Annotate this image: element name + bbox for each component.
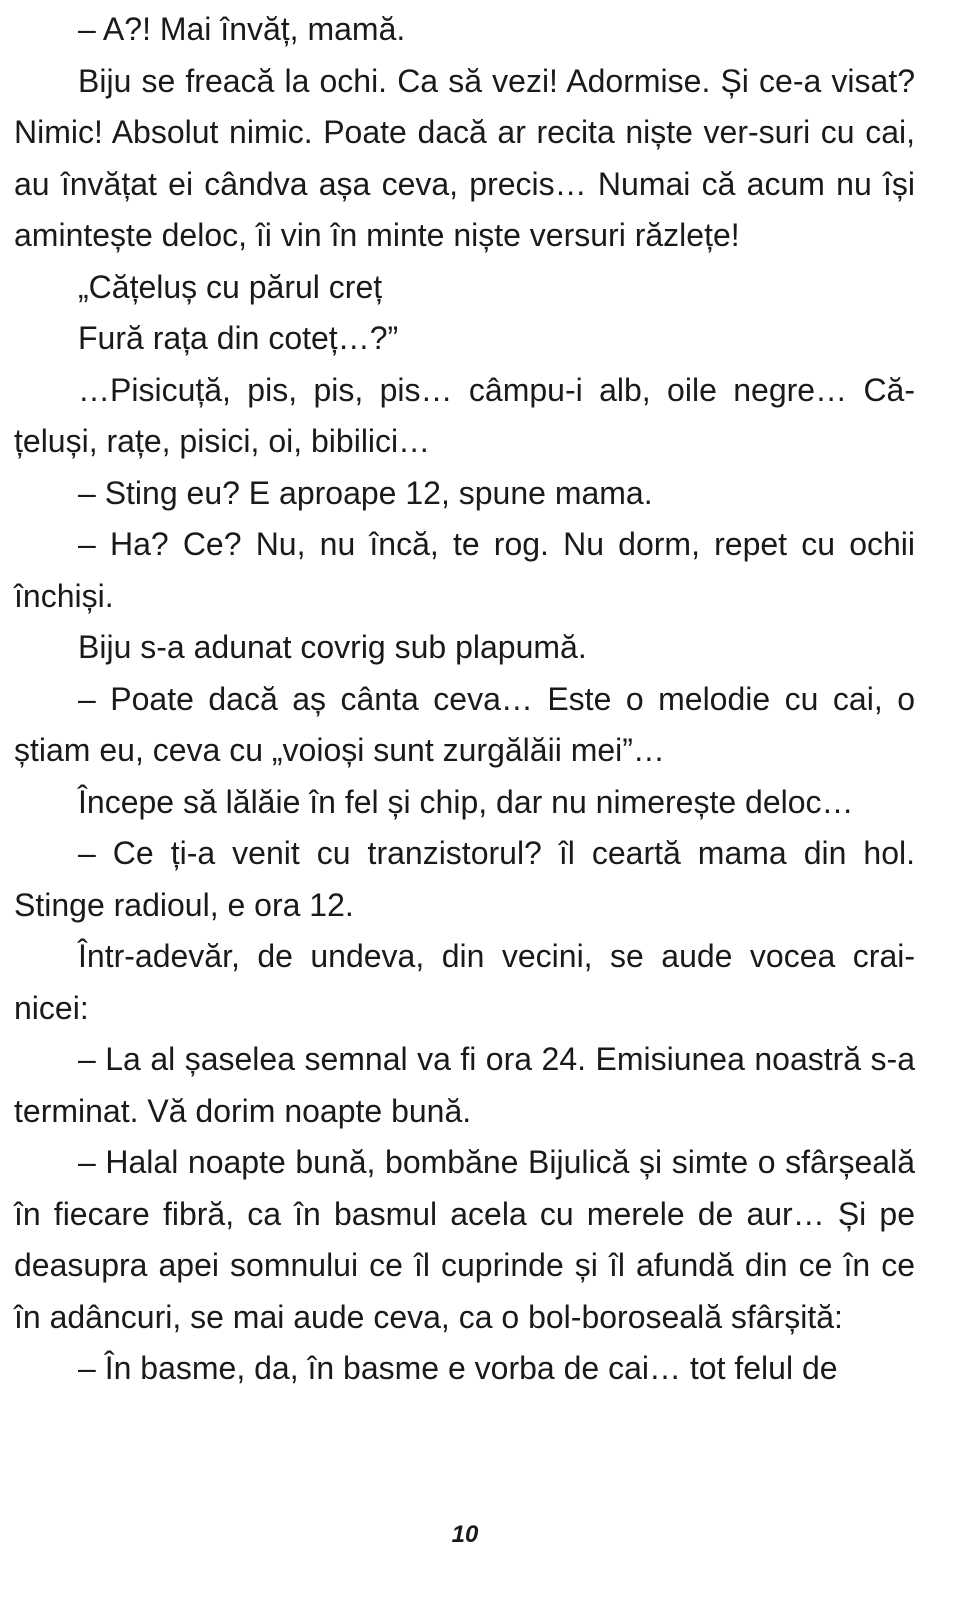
- paragraph: – Ce ți-a venit cu tranzistorul? îl ceartă mama din hol. Stinge radioul, e ora 12.: [14, 835, 915, 923]
- paragraph: – Halal noapte bună, bombăne Bijulică și simte o sfârșeală în fiecare fibră, ca în basmul acela cu merele de aur… Și pe deasupra apei somnului ce îl cuprinde și îl afundă din ce în ce în adâncuri, se mai aude ceva, ca o bol-boroseală sfârșită:: [14, 1144, 915, 1335]
- paragraph: …Pisicuță, pis, pis, pis… câmpu-i alb, oile negre… Că-țeluși, rațe, pisici, oi, bibilici…: [14, 371, 915, 459]
- paragraph: – Sting eu? E aproape 12, spune mama.: [78, 474, 653, 511]
- paragraph: Biju s-a adunat covrig sub plapumă.: [78, 629, 587, 665]
- paragraph: – În basme, da, în basme e vorba de cai… tot felul de: [78, 1350, 838, 1386]
- paragraph: – Poate dacă aș cânta ceva… Este o melodie cu cai, o știam eu, ceva cu „voioși sunt zurgălăii mei”…: [14, 680, 915, 768]
- verse-line: „Cățeluș cu părul creț: [78, 268, 383, 305]
- paragraph: – Ha? Ce? Nu, nu încă, te rog. Nu dorm, repet cu ochii închiși.: [14, 526, 915, 614]
- paragraph: – A?! Mai învăț, mamă.: [78, 11, 406, 47]
- book-page-text: [14, 4, 915, 1395]
- paragraph: – La al șaselea semnal va fi ora 24. Emisiunea noastră s-a terminat. Vă dorim noapte bună.: [14, 1041, 915, 1129]
- verse-line: Fură rața din coteț…?”: [78, 320, 399, 356]
- page-number: 10: [451, 1521, 479, 1548]
- paragraph: Biju se freacă la ochi. Ca să vezi! Adormise. Și ce-a visat? Nimic! Absolut nimic. Poate dacă ar recita niște ver-suri cu cai, au învățat ei cândva așa ceva, precis… Numai că acum nu își amintește deloc, îi vin în minte niște versuri răzlețe!: [14, 62, 915, 253]
- paragraph: Începe să lălăie în fel și chip, dar nu nimerește deloc…: [78, 783, 854, 820]
- paragraph: Într-adevăr, de undeva, din vecini, se aude vocea crai-nicei:: [14, 938, 915, 1026]
